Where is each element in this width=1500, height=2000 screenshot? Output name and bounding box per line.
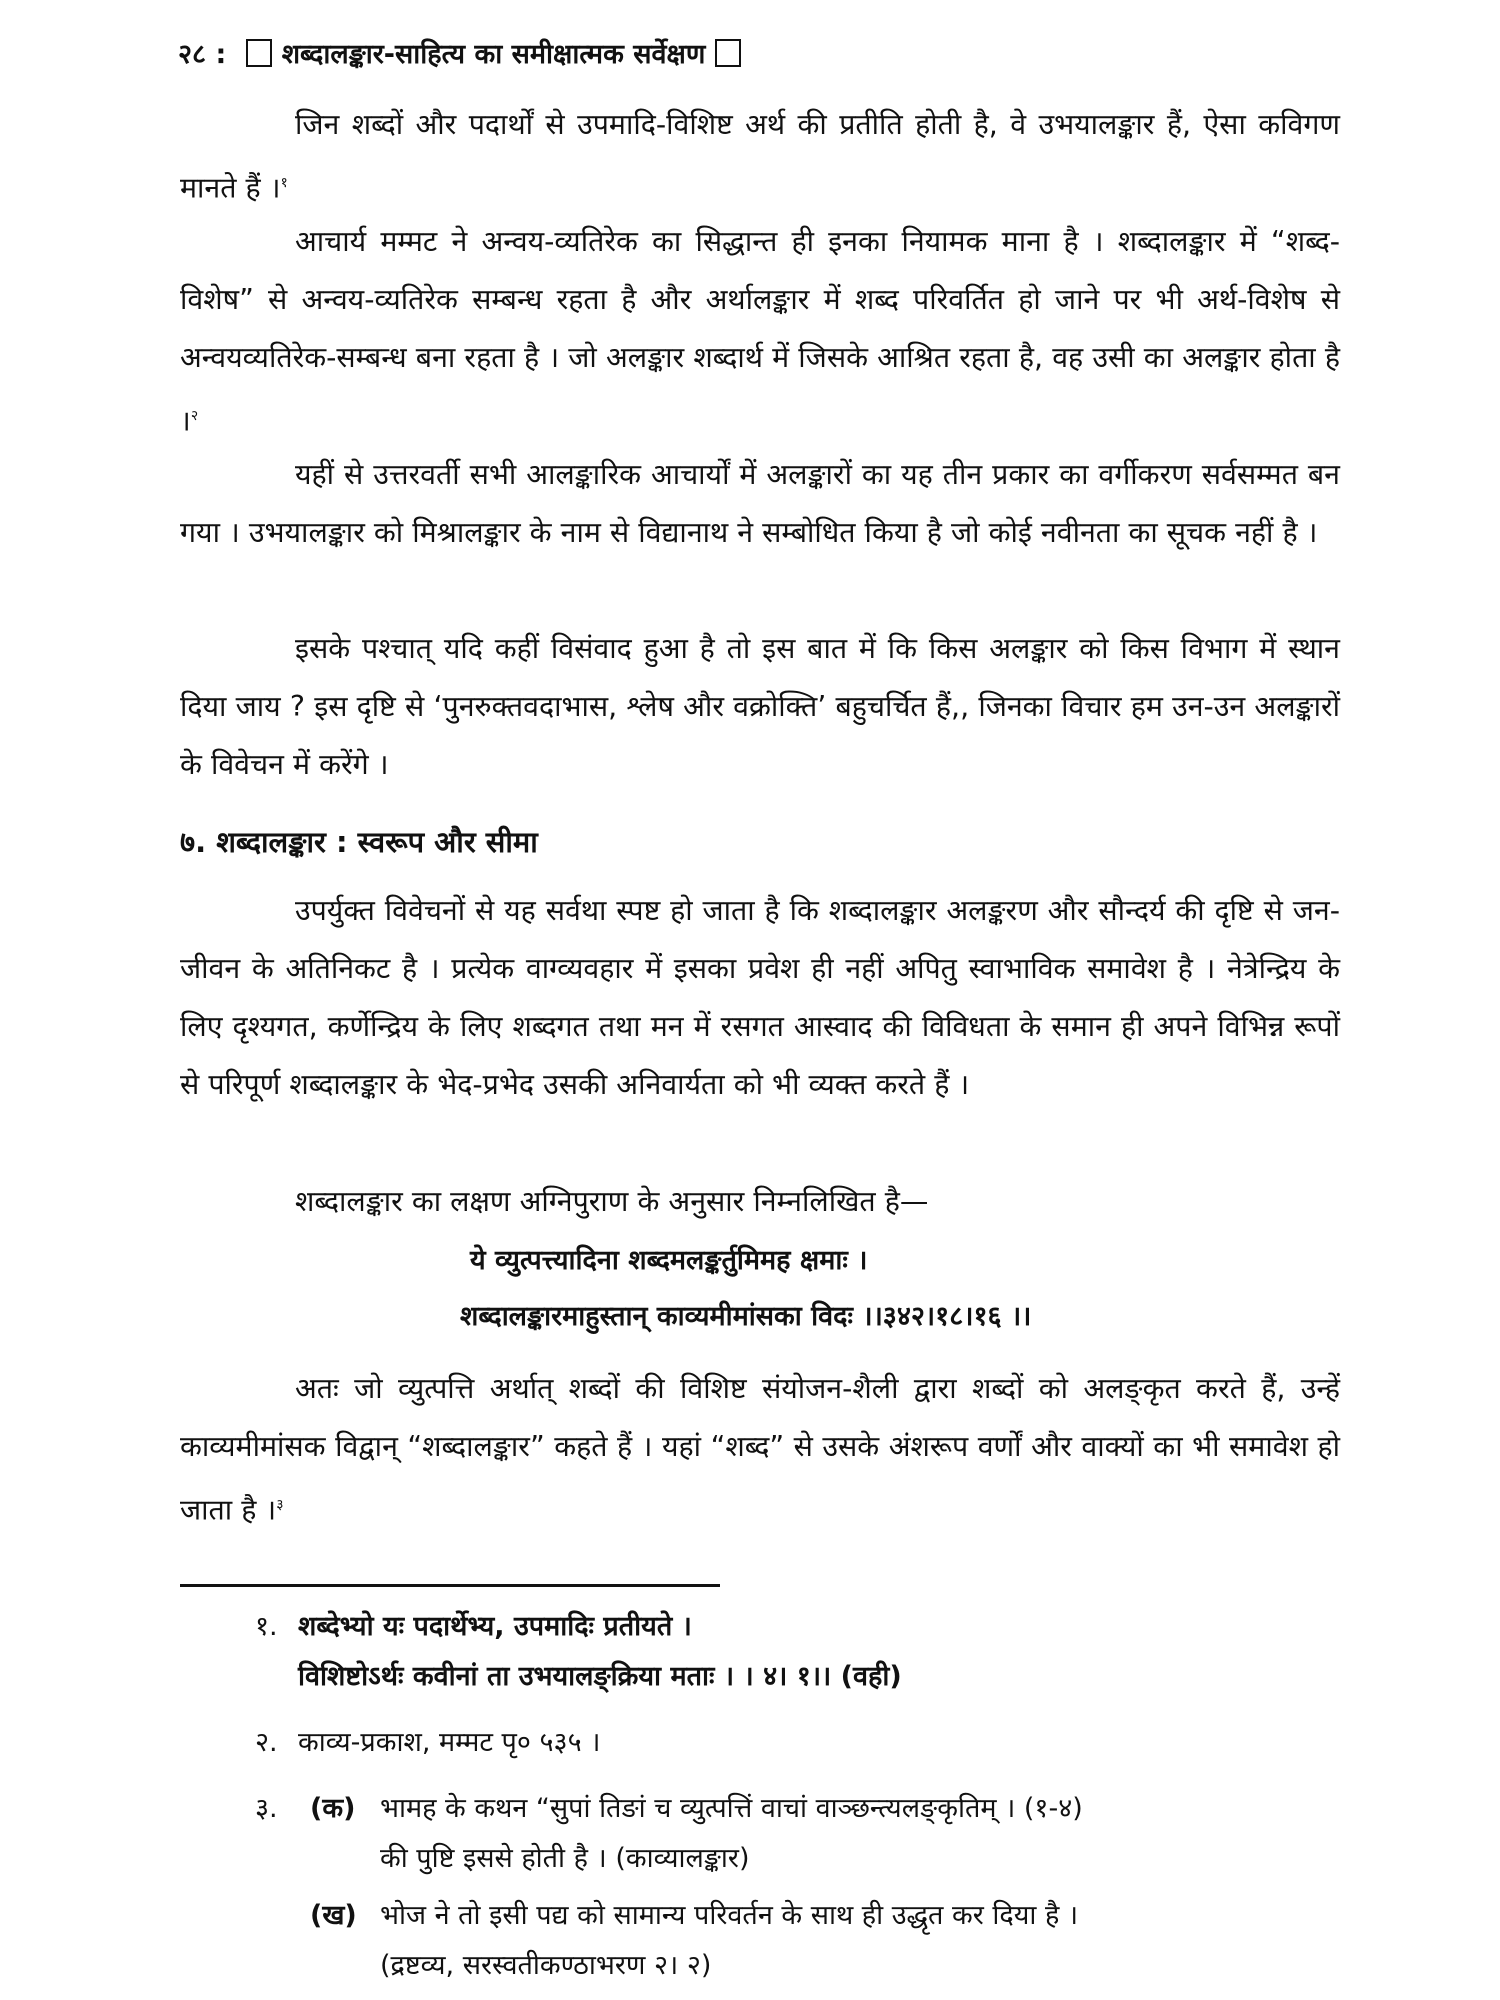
running-head bbox=[178, 34, 751, 71]
paragraph-3: यहीं से उत्तरवर्ती सभी आलङ्कारिक आचार्यों में अलङ्कारों का यह तीन प्रकार का वर्गीकरण सर्वसम्मत बन गया । उभयालङ्कार को मिश्रालङ्कार के नाम से विद्यानाथ ने सम्बोधित किया है जो कोई नवीनता का सूचक नहीं है । bbox=[180, 458, 1340, 549]
paragraph-7: अतः जो व्युत्पत्ति अर्थात् शब्दों की विशिष्ट संयोजन-शैली द्वारा शब्दों को अलङ्कृत करते हैं, उन्हें काव्यमीमांसक विद्वान् “शब्दालङ्कार” कहते हैं । यहां “शब्द” से उसके अंशरूप वर्णों और वाक्यों का भी समावेश हो जाता है ।$^३$ bbox=[180, 1372, 1340, 1527]
footnote-3a-line-1: भामह के कथन “सुपां तिङां च व्युत्पत्तिं वाचां वाञ्छन्त्यलङ्कृतिम् । (१-४) bbox=[380, 1793, 1083, 1824]
footnote-3b-line-1: भोज ने तो इसी पद्य को सामान्य परिवर्तन के साथ ही उद्धृत कर दिया है । bbox=[380, 1900, 1079, 1931]
footnote-3b-label: (ख) bbox=[310, 1900, 357, 1931]
footnote-ref-1: १ bbox=[280, 175, 288, 191]
footnote-ref-3: ३ bbox=[276, 1497, 284, 1513]
footnote-3b-line-2: (द्रष्टव्य, सरस्वतीकण्ठाभरण २। २) bbox=[380, 1950, 712, 1981]
verse-line-2: शब्दालङ्कारमाहुस्तान् काव्यमीमांसका विदः ।।३४२।१८।१६ ।। bbox=[460, 1301, 1032, 1332]
footnote-3a-line-2: की पुष्टि इससे होती है । (काव्यालङ्कार) bbox=[380, 1843, 750, 1874]
paragraph-6: शब्दालङ्कार का लक्षण अग्निपुराण के अनुसार निम्नलिखित है— bbox=[295, 1185, 929, 1218]
paragraph-2: आचार्य मम्मट ने अन्वय-व्यतिरेक का सिद्धान्त ही इनका नियामक माना है । शब्दालङ्कार में “शब्द-विशेष” से अन्वय-व्यतिरेक सम्बन्ध रहता है और अर्थालङ्कार में शब्द परिवर्तित हो जाने पर भी अर्थ-विशेष से अन्वयव्यतिरेक-सम्बन्ध बना रहता है । जो अलङ्कार शब्दार्थ में जिसके आश्रित रहता है, वह उसी का अलङ्कार होता है ।$^२$ bbox=[180, 225, 1340, 438]
footnote-separator bbox=[180, 1584, 720, 1587]
page-number: २८ : bbox=[178, 39, 227, 70]
paragraph-1: जिन शब्दों और पदार्थों से उपमादि-विशिष्ट अर्थ की प्रतीति होती है, वे उभयालङ्कार हैं, ऐसा कविगण मानते हैं ।$^१$ bbox=[180, 108, 1340, 205]
running-title: शब्दालङ्कार-साहित्य का समीक्षात्मक सर्वेक्षण bbox=[281, 39, 706, 70]
footnote-1-line-1: शब्देभ्यो यः पदार्थेभ्य, उपमादिः प्रतीयते । bbox=[298, 1611, 692, 1642]
footnote-1-line-2: विशिष्टोऽर्थः कवीनां ता उभयालङ्क्रिया मताः । । ४। १।। (वही) bbox=[298, 1661, 902, 1692]
box-ornament-right bbox=[715, 39, 741, 67]
footnote-3a-label: (क) bbox=[310, 1793, 356, 1824]
section-heading: ७. शब्दालङ्कार : स्वरूप और सीमा bbox=[180, 825, 538, 859]
footnote-2-number: २. bbox=[255, 1727, 278, 1758]
verse-line-1: ये व्युत्पत्त्यादिना शब्दमलङ्कर्तुमिमह क्षमाः । bbox=[470, 1245, 868, 1276]
footnote-2-text: काव्य-प्रकाश, मम्मट पृ० ५३५ । bbox=[298, 1727, 601, 1758]
paragraph-4: इसके पश्चात् यदि कहीं विसंवाद हुआ है तो इस बात में कि किस अलङ्कार को किस विभाग में स्थान दिया जाय ? इस दृष्टि से ‘पुनरुक्तवदाभास, श्लेष और वक्रोक्ति’ बहुचर्चित हैं,, जिनका विचार हम उन-उन अलङ्कारों के विवेचन में करेंगे । bbox=[180, 632, 1340, 781]
paragraph-5: उपर्युक्त विवेचनों से यह सर्वथा स्पष्ट हो जाता है कि शब्दालङ्कार अलङ्करण और सौन्दर्य की दृष्टि से जन-जीवन के अतिनिकट है । प्रत्येक वाग्व्यवहार में इसका प्रवेश ही नहीं अपितु स्वाभाविक समावेश है । नेत्रेन्द्रिय के लिए दृश्यगत, कर्णेन्द्रिय के लिए शब्दगत तथा मन में रसगत आस्वाद की विविधता के समान ही अपने विभिन्न रूपों से परिपूर्ण शब्दालङ्कार के भेद-प्रभेद उसकी अनिवार्यता को भी व्यक्त करते हैं । bbox=[180, 894, 1340, 1101]
footnote-3-number: ३. bbox=[255, 1793, 278, 1824]
box-ornament-left bbox=[246, 39, 272, 67]
footnote-ref-2: २ bbox=[190, 408, 199, 424]
footnote-1-number: १. bbox=[255, 1611, 278, 1642]
